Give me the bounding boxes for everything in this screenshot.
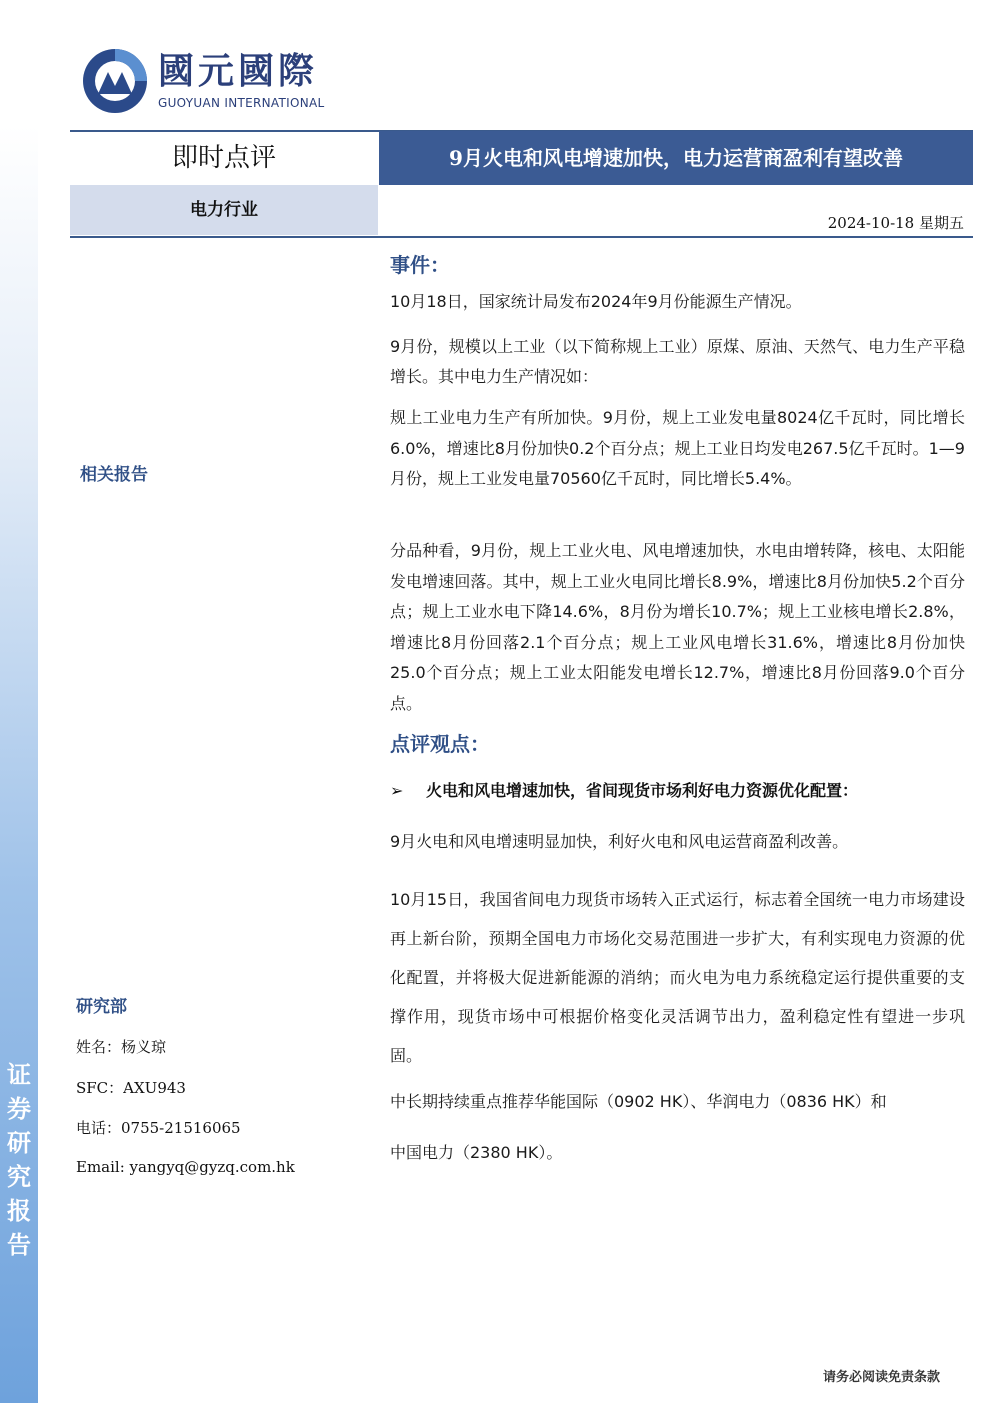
analyst-name: 姓名：杨义琼 bbox=[76, 1038, 167, 1056]
report-date: 2024-10-18 星期五 bbox=[827, 214, 964, 232]
related-reports-label: 相关报告 bbox=[80, 465, 148, 485]
header-bottom-rule bbox=[70, 236, 973, 238]
review-heading: 点评观点： bbox=[390, 732, 490, 756]
brand-name-cn: 國元國際 bbox=[158, 51, 319, 92]
analyst-phone: 电话：0755-21516065 bbox=[76, 1119, 241, 1137]
review-paragraph-2: 10月15日，我国省间电力现货市场转入正式运行，标志着全国统一电力市场建设再上新台阶，预期全国电力市场化交易范围进一步扩大，有利实现电力资源的优化配置，并将极大促进新能源的消纳；而火电为电力系统稳定运行提供重要的支撑作用，现货市场中可根据价格变化灵活调节出力，盈利稳定性有望进一步巩固。 bbox=[390, 890, 965, 1065]
event-heading: 事件： bbox=[390, 253, 450, 277]
sector-label: 电力行业 bbox=[190, 200, 258, 220]
analyst-email[interactable]: Email: yangyq@gyzq.com.hk bbox=[76, 1158, 295, 1176]
brand-name-en: GUOYUAN INTERNATIONAL bbox=[158, 96, 325, 110]
event-paragraph-2: 9月份，规模以上工业（以下简称规上工业）原煤、原油、天然气、电力生产平稳增长。其中电力生产情况如： bbox=[390, 337, 965, 386]
report-title: 9月火电和风电增速加快，电力运营商盈利有望改善 bbox=[449, 146, 903, 170]
report-type: 即时点评 bbox=[171, 143, 276, 173]
guoyuan-logo-icon bbox=[80, 46, 150, 116]
research-dept-label: 研究部 bbox=[76, 997, 127, 1017]
arrow-bullet-icon: ➢ bbox=[390, 781, 404, 800]
vertical-report-label: 证券研究报告 bbox=[7, 1061, 31, 1259]
disclaimer-note[interactable]: 请务必阅读免责条款 bbox=[822, 1370, 940, 1385]
review-bullet-text: 火电和风电增速加快，省间现货市场利好电力资源优化配置： bbox=[426, 781, 859, 800]
analyst-sfc: SFC：AXU943 bbox=[76, 1079, 186, 1097]
event-paragraph-4: 分品种看，9月份，规上工业火电、风电增速加快，水电由增转降，核电、太阳能发电增速回落。其中，规上工业火电同比增长8.9%，增速比8月份加快5.2个百分点；规上工业水电下降14.6%，8月份为增长10.7%；规上工业核电增长2.8%，增速比8月份回落2.1个百分点；规上工业风电增长31.6%，增速比8月份加快25.0个百分点；规上工业太阳能发电增长12.7%，增速比8月份回落9.0个百分点。 bbox=[390, 541, 965, 713]
review-paragraph-1: 9月火电和风电增速明显加快，利好火电和风电运营商盈利改善。 bbox=[390, 832, 849, 851]
review-paragraph-3: 中长期持续重点推荐华能国际（0902 HK）、华润电力（0836 HK）和 bbox=[390, 1092, 887, 1111]
review-paragraph-4: 中国电力（2380 HK）。 bbox=[390, 1143, 563, 1162]
event-paragraph-1: 10月18日，国家统计局发布2024年9月份能源生产情况。 bbox=[390, 292, 802, 311]
review-bullet bbox=[390, 778, 965, 801]
event-paragraph-3: 规上工业电力生产有所加快。9月份，规上工业发电量8024亿千瓦时，同比增长6.0%，增速比8月份加快0.2个百分点；规上工业日均发电267.5亿千瓦时。1—9月份，规上工业发电量70560亿千瓦时，同比增长5.4%。 bbox=[390, 408, 965, 488]
